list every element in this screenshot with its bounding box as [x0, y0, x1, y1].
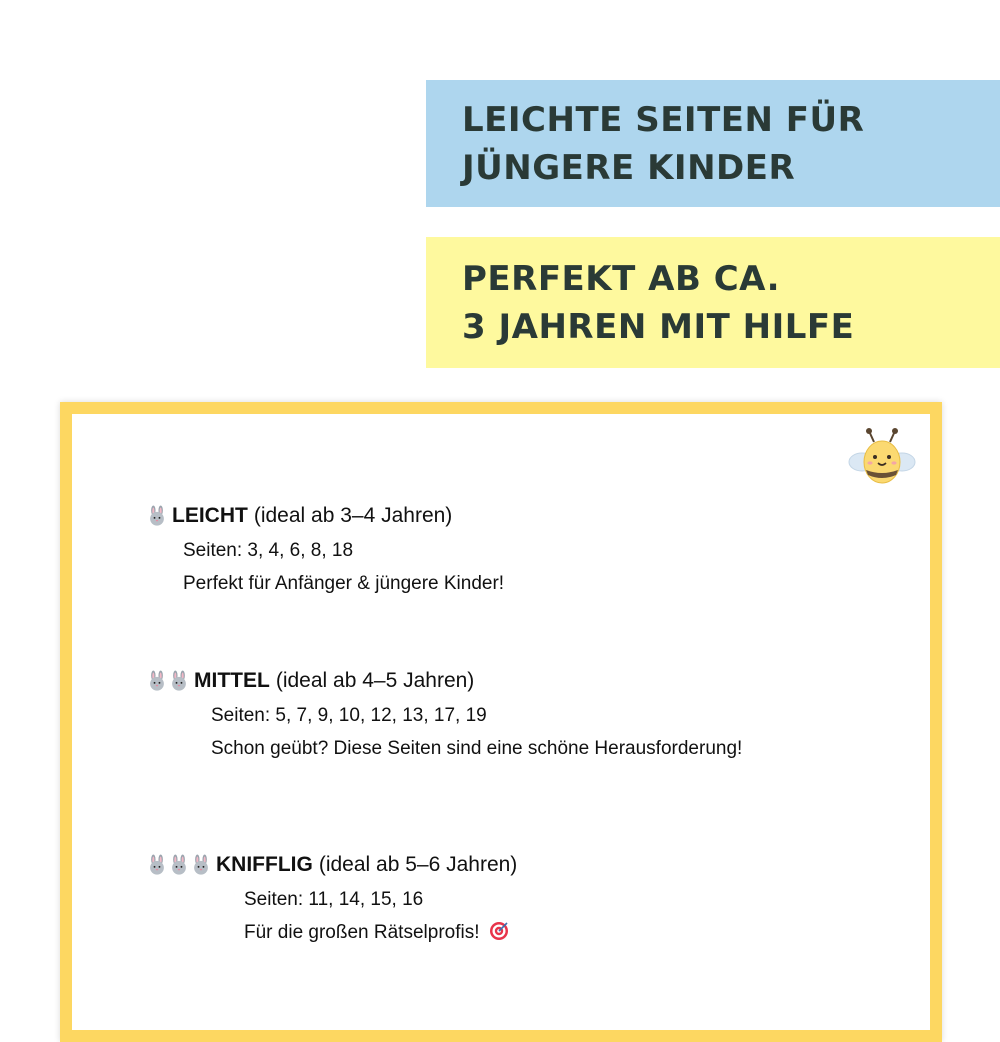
level-medium — [146, 667, 742, 765]
bunny-icon — [146, 505, 168, 527]
target-icon — [489, 921, 509, 941]
level-medium-age: (ideal ab 4–5 Jahren) — [275, 669, 475, 692]
level-medium-icons — [146, 670, 190, 692]
level-easy-age: (ideal ab 3–4 Jahren) — [253, 504, 453, 527]
bee-icon — [844, 424, 920, 490]
bunny-icon — [190, 854, 212, 876]
level-hard-icons — [146, 854, 212, 876]
level-hard-note: Für die großen Rätselprofis! — [244, 922, 480, 943]
level-hard-age: (ideal ab 5–6 Jahren) — [318, 853, 518, 876]
banner-easy-line2: JÜNGERE KINDER — [462, 147, 796, 188]
bunny-icon — [146, 854, 168, 876]
level-easy-icons — [146, 505, 168, 527]
banner-age-line2: 3 JAHREN MIT HILFE — [462, 306, 855, 347]
banner-easy-pages — [426, 80, 1000, 207]
level-easy-name: LEICHT — [172, 504, 248, 527]
level-easy-note: Perfekt für Anfänger & jüngere Kinder! — [183, 573, 505, 594]
bunny-icon — [146, 670, 168, 692]
level-easy-pages: Seiten: 3, 4, 6, 8, 18 — [183, 540, 354, 561]
level-medium-pages: Seiten: 5, 7, 9, 10, 12, 13, 17, 19 — [211, 705, 487, 726]
bunny-icon — [168, 670, 190, 692]
level-hard-pages: Seiten: 11, 14, 15, 16 — [244, 889, 424, 910]
level-medium-name: MITTEL — [194, 669, 270, 692]
banner-easy-line1: LEICHTE SEITEN FÜR — [462, 99, 865, 140]
level-hard-name: KNIFFLIG — [216, 853, 313, 876]
level-easy — [146, 502, 504, 600]
level-hard — [146, 851, 517, 949]
banner-age-hint — [426, 237, 1000, 368]
banner-age-line1: PERFEKT AB CA. — [462, 258, 781, 299]
bunny-icon — [168, 854, 190, 876]
level-medium-note: Schon geübt? Diese Seiten sind eine schöne Herausforderung! — [211, 738, 743, 759]
